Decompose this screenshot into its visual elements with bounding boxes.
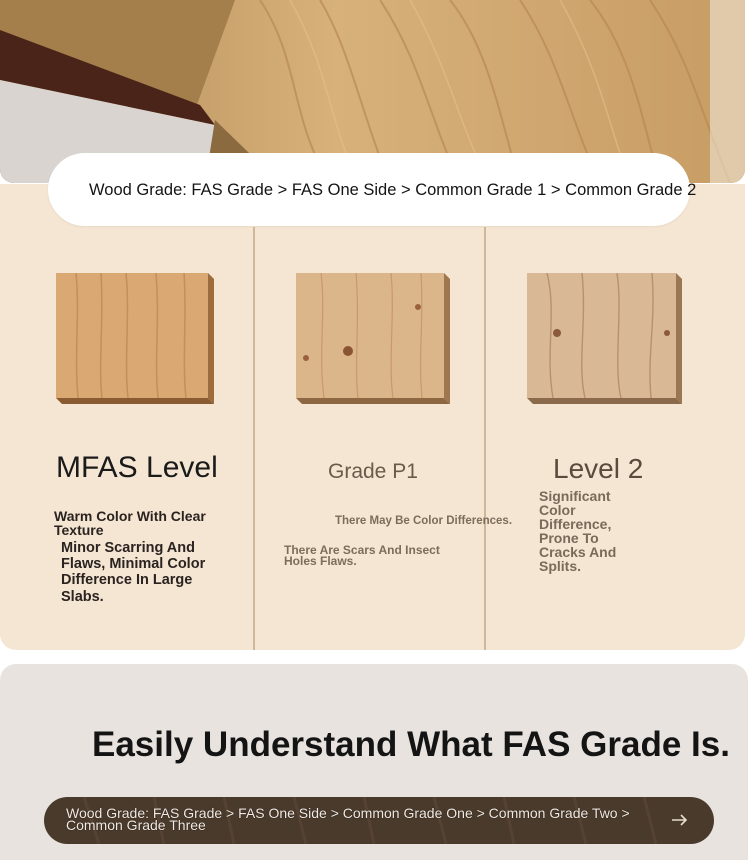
grade-path-pill <box>48 153 697 226</box>
section-headline: Easily Understand What FAS Grade Is. <box>92 725 730 764</box>
grade-path-text: Wood Grade: FAS Grade > FAS One Side > Common Grade 1 > Common Grade 2 <box>89 181 697 199</box>
grade-desc-level2: Significant Color Difference, Prone To Cracks And Splits. <box>539 488 617 574</box>
wood-sample-fas-image <box>56 273 214 404</box>
column-divider <box>484 227 486 650</box>
arrow-right-icon <box>670 812 690 828</box>
grade-path-dark-text: Wood Grade: FAS Grade > FAS One Side > Common Grade One > Common Grade Two > Common Grade Three <box>66 805 630 834</box>
grade-desc-p1-1: There May Be Color Differences. <box>335 515 513 527</box>
grade-title-mfas: MFAS Level <box>56 451 218 484</box>
grade-desc-mfas-2: Minor Scarring And Flaws, Minimal Color Difference In Large Slabs. <box>61 540 206 605</box>
grade-title-p1: Grade P1 <box>328 460 418 483</box>
wood-sample-level2-image <box>527 273 682 404</box>
grade-desc-mfas-1: Warm Color With Clear Texture <box>54 508 206 538</box>
wood-sample-p1-image <box>296 273 450 404</box>
column-divider <box>253 227 255 650</box>
grade-desc-p1-2: There Are Scars And Insect Holes Flaws. <box>284 543 440 569</box>
grade-title-level2: Level 2 <box>553 453 644 484</box>
grade-path-dark-pill <box>44 797 714 844</box>
